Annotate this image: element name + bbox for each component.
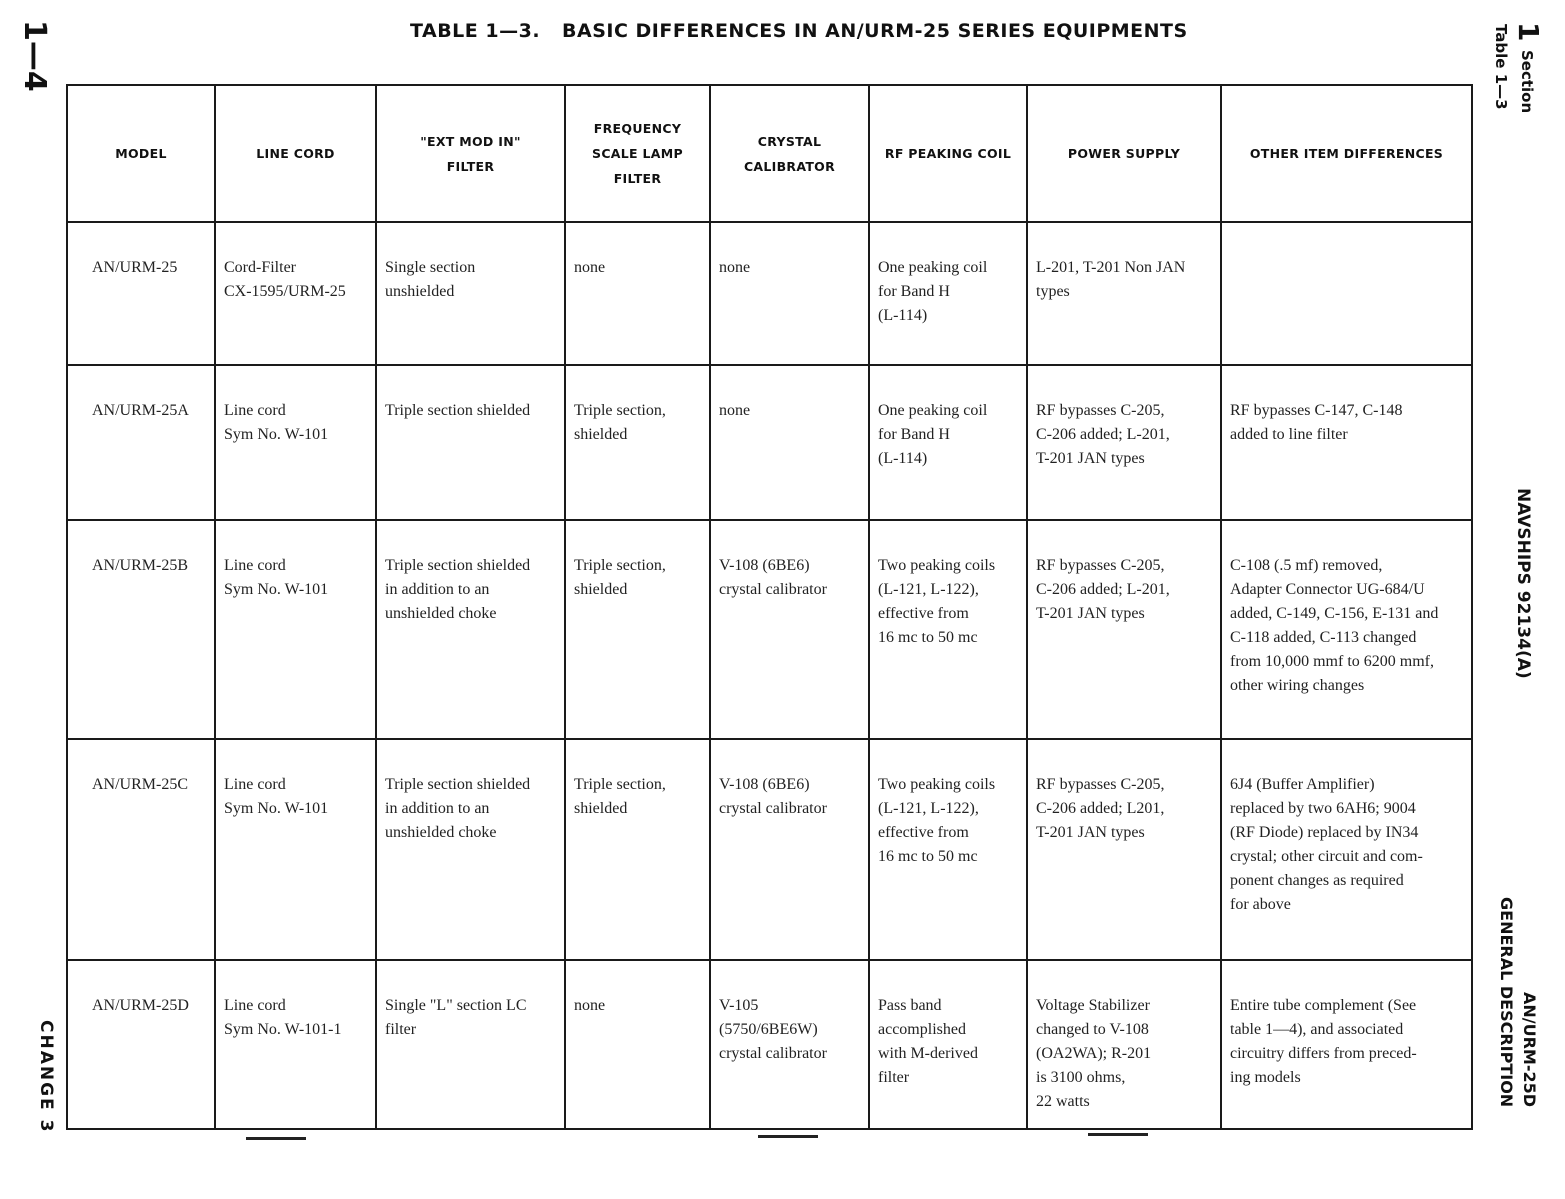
footer-mark xyxy=(758,1135,818,1138)
cell-line: RF PEAKING COIL xyxy=(884,146,1012,161)
cell-line: MODEL xyxy=(115,146,167,161)
header-cell xyxy=(1027,85,1221,222)
cell-line: none xyxy=(719,402,751,419)
running-model-name: AN/URM-25D xyxy=(1520,992,1539,1108)
rf-peaking-coil-cell xyxy=(869,520,1027,739)
cell-line: in addition to an xyxy=(385,581,490,598)
cell-line: unshielded choke xyxy=(385,605,497,622)
rf-peaking-coil-cell xyxy=(869,365,1027,520)
cell-line: Triple section shielded xyxy=(385,402,531,419)
cell-line: Triple section shielded xyxy=(385,557,531,574)
line-cord-cell xyxy=(215,222,376,365)
table-row xyxy=(67,739,1472,960)
crystal-calibrator-cell xyxy=(710,222,869,365)
section-number: 1 xyxy=(1512,22,1545,42)
differences-table xyxy=(66,84,1473,1130)
cell-line: AN/URM-25B xyxy=(92,557,189,574)
cell-line: filter xyxy=(878,1069,910,1086)
power-supply-cell xyxy=(1027,520,1221,739)
model-cell xyxy=(67,365,215,520)
table-row xyxy=(67,365,1472,520)
rf-peaking-coil-cell xyxy=(869,739,1027,960)
table-row xyxy=(67,960,1472,1129)
cell-line: RF bypasses C-205, xyxy=(1036,402,1165,419)
cell-line: Line cord xyxy=(224,557,286,574)
cell-line: V-105 xyxy=(719,997,759,1014)
lamp-filter-cell xyxy=(565,960,710,1129)
model-cell xyxy=(67,520,215,739)
cell-line: T-201 JAN types xyxy=(1036,450,1145,467)
line-cord-cell xyxy=(215,739,376,960)
cell-line: V-108 (6BE6) xyxy=(719,776,810,793)
cell-line: Sym No. W-101 xyxy=(224,581,329,598)
cell-line: CX-1595/URM-25 xyxy=(224,283,346,300)
rf-peaking-coil-cell xyxy=(869,222,1027,365)
ext-mod-filter-cell xyxy=(376,365,565,520)
cell-line: C-118 added, C-113 changed xyxy=(1230,629,1417,646)
cell-line: Two peaking coils xyxy=(878,776,996,793)
footer-mark xyxy=(246,1137,306,1140)
cell-line: table 1—4), and associated xyxy=(1230,1021,1404,1038)
cell-line: replaced by two 6AH6; 9004 xyxy=(1230,800,1416,817)
table-title-text: BASIC DIFFERENCES IN AN/URM-25 SERIES EQUIPMENTS xyxy=(562,20,1188,42)
cell-line: Line cord xyxy=(224,776,286,793)
cell-line: Triple section shielded xyxy=(385,776,531,793)
cell-line: accomplished xyxy=(878,1021,966,1038)
line-cord-cell xyxy=(215,365,376,520)
cell-line: 16 mc to 50 mc xyxy=(878,848,978,865)
table-row xyxy=(67,520,1472,739)
cell-line: Single section xyxy=(385,259,476,276)
lamp-filter-cell xyxy=(565,222,710,365)
cell-line: from 10,000 mmf to 6200 mmf, xyxy=(1230,653,1434,670)
cell-line: Cord-Filter xyxy=(224,259,296,276)
cell-line: (5750/6BE6W) xyxy=(719,1021,818,1038)
cell-line: FILTER xyxy=(613,171,662,186)
section-label: Section xyxy=(1518,50,1536,114)
cell-line: C-206 added; L-201, xyxy=(1036,426,1170,443)
cell-line: (L-114) xyxy=(878,450,928,467)
cell-line: unshielded xyxy=(385,283,455,300)
footer-mark xyxy=(1088,1133,1148,1136)
cell-line: T-201 JAN types xyxy=(1036,605,1145,622)
model-cell xyxy=(67,739,215,960)
cell-line: T-201 JAN types xyxy=(1036,824,1145,841)
cell-line: for Band H xyxy=(878,426,950,443)
cell-line: C-108 (.5 mf) removed, xyxy=(1230,557,1383,574)
cell-line: V-108 (6BE6) xyxy=(719,557,810,574)
cell-line: types xyxy=(1036,283,1070,300)
line-cord-cell xyxy=(215,520,376,739)
cell-line: added, C-149, C-156, E-131 and xyxy=(1230,605,1439,622)
cell-line: (OA2WA); R-201 xyxy=(1036,1045,1152,1062)
change-label: CHANGE 3 xyxy=(36,1020,56,1134)
crystal-calibrator-cell xyxy=(710,520,869,739)
cell-line: circuitry differs from preced- xyxy=(1230,1045,1417,1062)
cell-line: in addition to an xyxy=(385,800,490,817)
cell-line: Line cord xyxy=(224,997,286,1014)
cell-line: crystal calibrator xyxy=(719,1045,827,1062)
cell-line: ing models xyxy=(1230,1069,1301,1086)
cell-line: SCALE LAMP xyxy=(592,146,683,161)
cell-line: ponent changes as required xyxy=(1230,872,1404,889)
table-number: TABLE 1—3. xyxy=(410,20,541,42)
cell-line: RF bypasses C-147, C-148 xyxy=(1230,402,1403,419)
cell-line: changed to V-108 xyxy=(1036,1021,1149,1038)
line-cord-cell xyxy=(215,960,376,1129)
cell-line: Sym No. W-101 xyxy=(224,800,329,817)
cell-line: unshielded choke xyxy=(385,824,497,841)
cell-line: POWER SUPPLY xyxy=(1067,146,1181,161)
cell-line: Entire tube complement (See xyxy=(1230,997,1417,1014)
cell-line: OTHER ITEM DIFFERENCES xyxy=(1249,146,1444,161)
cell-line: added to line filter xyxy=(1230,426,1348,443)
cell-line: Triple section, xyxy=(574,402,666,419)
rf-peaking-coil-cell xyxy=(869,960,1027,1129)
cell-line: (L-121, L-122), xyxy=(878,581,979,598)
model-cell xyxy=(67,222,215,365)
table-title xyxy=(410,20,1188,42)
crystal-calibrator-cell xyxy=(710,960,869,1129)
cell-line: C-206 added; L201, xyxy=(1036,800,1165,817)
cell-line: One peaking coil xyxy=(878,402,988,419)
cell-line: 16 mc to 50 mc xyxy=(878,629,978,646)
cell-line: Line cord xyxy=(224,402,286,419)
table-row xyxy=(67,222,1472,365)
table-reference: Table 1—3 xyxy=(1492,24,1510,110)
header-cell xyxy=(1221,85,1472,222)
header-cell xyxy=(376,85,565,222)
ext-mod-filter-cell xyxy=(376,960,565,1129)
lamp-filter-cell xyxy=(565,365,710,520)
cell-line: Adapter Connector UG-684/U xyxy=(1230,581,1425,598)
crystal-calibrator-cell xyxy=(710,739,869,960)
cell-line: RF bypasses C-205, xyxy=(1036,776,1165,793)
other-differences-cell xyxy=(1221,739,1472,960)
cell-line: L-201, T-201 Non JAN xyxy=(1036,259,1186,276)
other-differences-cell xyxy=(1221,222,1472,365)
cell-line: filter xyxy=(385,1021,417,1038)
cell-line: Triple section, xyxy=(574,557,666,574)
cell-line: effective from xyxy=(878,605,969,622)
cell-line: Voltage Stabilizer xyxy=(1036,997,1150,1014)
cell-line: (L-114) xyxy=(878,307,928,324)
cell-line: 22 watts xyxy=(1036,1093,1090,1110)
ext-mod-filter-cell xyxy=(376,520,565,739)
cell-line: Pass band xyxy=(878,997,942,1014)
power-supply-cell xyxy=(1027,222,1221,365)
cell-line: AN/URM-25 xyxy=(92,259,178,276)
other-differences-cell xyxy=(1221,960,1472,1129)
cell-line: (L-121, L-122), xyxy=(878,800,979,817)
crystal-calibrator-cell xyxy=(710,365,869,520)
cell-line: Single "L" section LC xyxy=(385,997,527,1014)
cell-line: crystal; other circuit and com- xyxy=(1230,848,1423,865)
header-cell xyxy=(869,85,1027,222)
header-cell xyxy=(565,85,710,222)
lamp-filter-cell xyxy=(565,520,710,739)
cell-line: crystal calibrator xyxy=(719,800,827,817)
cell-line: shielded xyxy=(574,581,628,598)
power-supply-cell xyxy=(1027,365,1221,520)
cell-line: RF bypasses C-205, xyxy=(1036,557,1165,574)
cell-line: shielded xyxy=(574,426,628,443)
cell-line: effective from xyxy=(878,824,969,841)
cell-line: with M-derived xyxy=(878,1045,978,1062)
cell-line: LINE CORD xyxy=(256,146,335,161)
header-cell xyxy=(215,85,376,222)
header-cell xyxy=(710,85,869,222)
ext-mod-filter-cell xyxy=(376,739,565,960)
cell-line: AN/URM-25C xyxy=(92,776,189,793)
cell-line: CALIBRATOR xyxy=(743,158,836,174)
cell-line: none xyxy=(719,259,751,276)
power-supply-cell xyxy=(1027,739,1221,960)
cell-line: for Band H xyxy=(878,283,950,300)
running-section-title: GENERAL DESCRIPTION xyxy=(1497,897,1516,1108)
header-cell xyxy=(67,85,215,222)
cell-line: Sym No. W-101 xyxy=(224,426,329,443)
cell-line: C-206 added; L-201, xyxy=(1036,581,1170,598)
cell-line: AN/URM-25A xyxy=(92,402,189,419)
cell-line: Two peaking coils xyxy=(878,557,996,574)
document-number: NAVSHIPS 92134(A) xyxy=(1513,488,1533,679)
cell-line: Triple section, xyxy=(574,776,666,793)
page-number: 1—4 xyxy=(17,20,52,92)
cell-line: FILTER xyxy=(446,158,495,174)
other-differences-cell xyxy=(1221,520,1472,739)
cell-line: other wiring changes xyxy=(1230,677,1365,694)
cell-line: Sym No. W-101-1 xyxy=(224,1021,342,1038)
cell-line: none xyxy=(574,997,606,1014)
header-row xyxy=(67,85,1472,222)
cell-line: FREQUENCY xyxy=(593,121,682,136)
cell-line: "EXT MOD IN" xyxy=(420,133,521,149)
cell-line: for above xyxy=(1230,896,1291,913)
power-supply-cell xyxy=(1027,960,1221,1129)
cell-line: is 3100 ohms, xyxy=(1036,1069,1126,1086)
cell-line: 6J4 (Buffer Amplifier) xyxy=(1230,776,1375,793)
cell-line: CRYSTAL xyxy=(757,133,822,149)
cell-line: (RF Diode) replaced by IN34 xyxy=(1230,824,1419,841)
cell-line: One peaking coil xyxy=(878,259,988,276)
cell-line: none xyxy=(574,259,606,276)
other-differences-cell xyxy=(1221,365,1472,520)
cell-line: AN/URM-25D xyxy=(92,997,189,1014)
cell-line: shielded xyxy=(574,800,628,817)
model-cell xyxy=(67,960,215,1129)
lamp-filter-cell xyxy=(565,739,710,960)
ext-mod-filter-cell xyxy=(376,222,565,365)
cell-line: crystal calibrator xyxy=(719,581,827,598)
